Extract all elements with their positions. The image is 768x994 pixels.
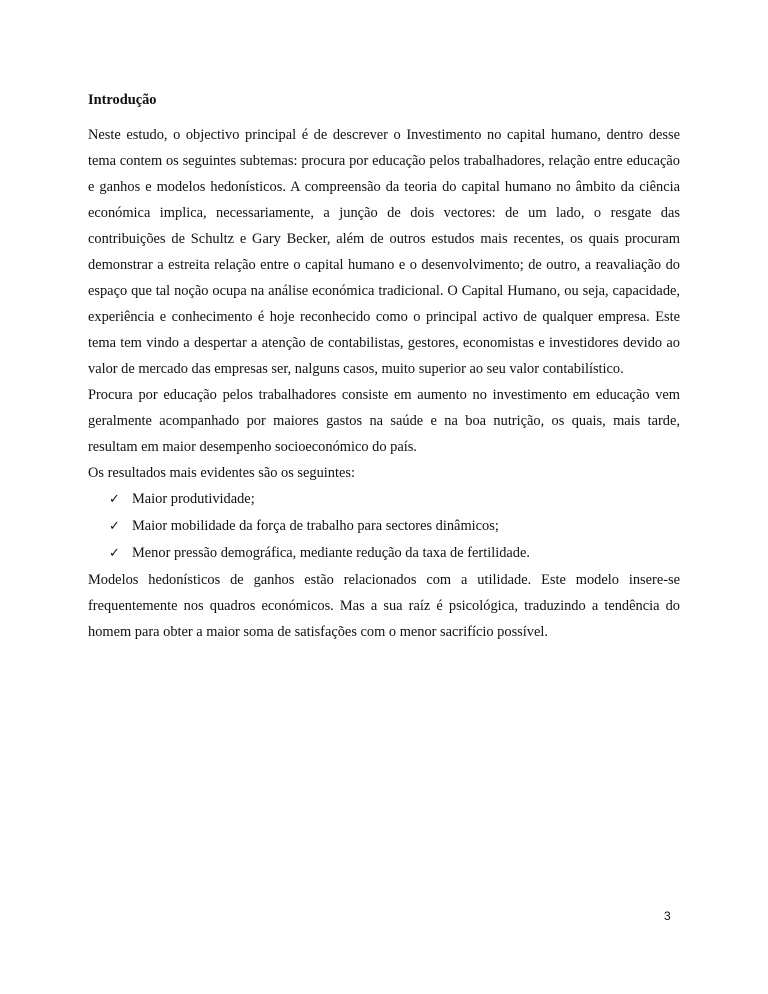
checkmark-icon: ✓ [109, 519, 120, 534]
checklist-item [109, 513, 680, 540]
section-heading: Introdução [88, 92, 157, 108]
page-content [88, 90, 680, 645]
hedonic-models-paragraph: Modelos hedonísticos de ganhos estão relacionados com a utilidade. Este modelo insere-se frequentemente nos quadros económicos. Mas a sua raíz é psicológica, traduzindo a tendência do homem para obter a maior soma de satisfações com o menor sacrifício possível. [88, 572, 680, 640]
checkmark-icon: ✓ [109, 492, 120, 507]
results-checklist [88, 486, 680, 567]
checklist-item-text: Maior produtividade; [132, 491, 255, 507]
checklist-item-text: Menor pressão demográfica, mediante redução da taxa de fertilidade. [132, 545, 530, 561]
education-demand-paragraph: Procura por educação pelos trabalhadores consiste em aumento no investimento em educação vem geralmente acompanhado por maiores gastos na saúde e na boa nutrição, os quais, mais tarde, resultam em maior desempenho socioeconómico do país. [88, 387, 680, 455]
checklist-item-text: Maior mobilidade da força de trabalho para sectores dinâmicos; [132, 518, 499, 534]
intro-paragraph: Neste estudo, o objectivo principal é de descrever o Investimento no capital humano, dentro desse tema contem os seguintes subtemas: procura por educação pelos trabalhadores, relação entre educação e ganhos e modelos hedonísticos. A compreensão da teoria do capital humano no âmbito da ciência económica implica, necessariamente, a junção de dois vectores: de um lado, o resgate das contribuições de Schultz e Gary Becker, além de outros estudos mais recentes, os quais procuram demonstrar a estreita relação entre o capital humano e o desenvolvimento; de outro, a reavaliação do espaço que tal noção ocupa na análise económica tradicional. O Capital Humano, ou seja, capacidade, experiência e conhecimento é hoje reconhecido como o principal activo de qualquer empresa. Este tema tem vindo a despertar a atenção de contabilistas, gestores, economistas e investidores devido ao valor de mercado das empresas ser, nalguns casos, muito superior ao seu valor contabilístico. [88, 127, 680, 377]
page-number: 3 [664, 909, 671, 923]
checklist-item [109, 540, 680, 567]
results-intro-paragraph: Os resultados mais evidentes são os seguintes: [88, 465, 355, 481]
checkmark-icon: ✓ [109, 546, 120, 561]
checklist-item [109, 486, 680, 513]
